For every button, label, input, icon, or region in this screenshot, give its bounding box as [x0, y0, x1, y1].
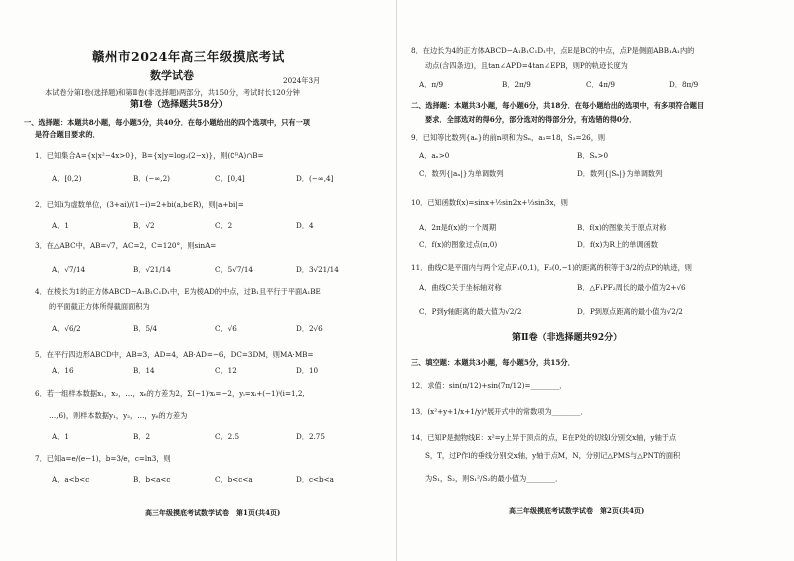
q6-option-a: A．1 — [52, 432, 69, 441]
question-13: 13．(x²+y+1/x+1/y)⁴展开式中的常数项为________． — [411, 407, 588, 416]
part-1-instructions: 一、选择题：本题共8小题，每小题5分，共40分．在每小题给出的四个选项中，只有一项 — [24, 118, 310, 127]
q7-option-b: B．b<a<c — [133, 475, 171, 484]
q2-option-b: B．√2 — [133, 221, 155, 230]
q6-option-c: C．2.5 — [215, 432, 240, 441]
question-10: 10．已知函数f(x)=sinx+½sin2x+⅓sin3x，则 — [411, 198, 568, 207]
q3-option-d: D．3√21/14 — [296, 265, 339, 274]
exam-title: 赣州市2024年高三年级摸底考试 — [92, 49, 285, 64]
page-2-footer: 高三年级摸底考试数学试卷 第2页(共4页) — [509, 506, 645, 515]
q5-option-c: C．12 — [215, 366, 237, 375]
q5-option-b: B．14 — [133, 366, 155, 375]
q8-option-b: B．2π/9 — [502, 80, 531, 89]
q9-option-c: C．数列{|aₙ|}为单调数列 — [419, 169, 504, 178]
q9-option-b: B．Sₙ>0 — [577, 151, 609, 160]
question-1: 1．已知集合A={x|x²−4x>0}，B={x|y=log₂(2−x)}，则(∁ᴿA)∩B= — [35, 151, 264, 160]
q8-option-c: C．4π/9 — [586, 80, 615, 89]
question-6-cont: …,6)，则样本数据y₁，y₂，…，y₆的方差为 — [49, 411, 188, 420]
question-11: 11．曲线C是平面内与两个定点F₁(0,1)，F₂(0,−1)的距离的积等于3/2的点P的轨迹，则 — [411, 263, 692, 272]
q11-option-d: D．P到原点距离的最小值为√2/2 — [577, 307, 683, 316]
q4-option-a: A．√6/2 — [52, 324, 81, 333]
question-7: 7．已知a=e/(e−1)，b=3/e，c=ln3，则 — [35, 454, 171, 463]
q9-option-d: D．数列{|Sₙ|}为单调数列 — [577, 169, 663, 178]
intro-text: 本试卷分第Ⅰ卷(选择题)和第Ⅱ卷(非选择题)两部分，共150分，考试时长120分钟 — [45, 88, 300, 97]
q1-option-d: D．(−∞,4] — [296, 174, 334, 183]
q3-option-c: C．5√7/14 — [215, 265, 253, 274]
question-3: 3．在△ABC中，AB=√7，AC=2，C=120°，则sinA= — [35, 241, 217, 250]
q7-option-c: C．b<c<a — [215, 475, 253, 484]
q6-option-d: D．2.75 — [296, 432, 325, 441]
q4-option-b: B．5/4 — [133, 324, 158, 333]
q4-option-c: C．√6 — [215, 324, 237, 333]
q2-option-a: A．1 — [52, 221, 69, 230]
q1-option-b: B．(−∞,2) — [133, 174, 170, 183]
question-8-cont: 动点(含四条边)，且tan∠APD=4tan∠EPB，则P的轨迹长度为 — [425, 61, 628, 70]
q1-option-c: C．[0,4] — [215, 174, 245, 183]
q3-option-b: B．√21/14 — [133, 265, 171, 274]
question-9: 9．已知等比数列{aₙ}的前n项和为Sₙ，a₃=18，S₃=26，则 — [411, 133, 606, 142]
q10-option-a: A．2π是f(x)的一个周期 — [419, 223, 497, 232]
q8-option-a: A．π/9 — [419, 80, 444, 89]
question-6: 6．若一组样本数据x₁，x₂，…，x₆的方差为2，Σ(−1)ⁱxᵢ=−2，yᵢ=xᵢ+(−1)ⁱ(i=1,2, — [35, 389, 305, 398]
part-2-instructions-cont: 要求．全部选对的得6分，部分选对的得部分分，有选错的得0分． — [425, 115, 637, 124]
question-4: 4．在棱长为1的正方体ABCD−A₁B₁C₁D₁中，E为棱AD的中点，过B₁且平行于平面A₁BE — [35, 287, 321, 296]
part-1-instructions-cont: 是符合题目要求的． — [35, 130, 100, 139]
question-14-cont: S，T，过P作l的垂线分别交x轴，y轴于点M，N，分别记△PMS与△PNT的面积 — [425, 451, 681, 460]
question-4-cont: 的平面截正方体所得截面面积为 — [49, 302, 150, 311]
q6-option-b: B．2 — [133, 432, 151, 441]
question-14-cont2: 为S₁，S₂，则S₁²/S₂的最小值为________． — [425, 474, 563, 483]
q11-option-a: A．曲线C关于坐标轴对称 — [419, 283, 502, 292]
question-5: 5．在平行四边形ABCD中，AB=3，AD=4，AB·AD=−6，DC=3DM，则MA·MB= — [35, 350, 314, 359]
q11-option-b: B．△F₁PF₂周长的最小值为2+√6 — [577, 283, 686, 292]
question-8: 8．在边长为4的正方体ABCD−A₁B₁C₁D₁中，点E是BC的中点，点P是侧面ABB₁A₁内的 — [411, 46, 695, 55]
section-2-title: 第Ⅱ卷（非选择题共92分） — [512, 333, 623, 343]
q7-option-a: A．a<b<c — [52, 475, 90, 484]
q2-option-d: D．4 — [296, 221, 314, 230]
q10-option-b: B．f(x)的图象关于原点对称 — [577, 223, 667, 232]
q1-option-a: A．[0,2) — [52, 174, 82, 183]
q8-option-d: D．8π/9 — [669, 80, 699, 89]
question-14: 14．已知P是抛物线E：x²=y上异于顶点的点，E在P处的切线l分别交x轴，y轴于点 — [411, 433, 677, 442]
q11-option-c: C．P到y轴距离的最大值为√2/2 — [419, 307, 522, 316]
q7-option-d: D．c<b<a — [296, 475, 334, 484]
exam-subtitle: 数学试卷 — [150, 69, 194, 82]
q10-option-d: D．f(x)为R上的单调函数 — [577, 240, 658, 249]
section-1-title: 第Ⅰ卷（选择题共58分） — [130, 100, 228, 110]
q10-option-c: C．f(x)的图象过点(π,0) — [419, 240, 498, 249]
q3-option-a: A．√7/14 — [52, 265, 86, 274]
question-12: 12．求值：sin(π/12)+sin(7π/12)=________． — [411, 381, 567, 390]
q4-option-d: D．2√6 — [296, 324, 323, 333]
q5-option-d: D．10 — [296, 366, 319, 375]
part-3-instructions: 三、填空题：本题共3小题，每小题5分，共15分． — [411, 358, 575, 367]
q9-option-a: A．aₙ>0 — [419, 151, 450, 160]
q5-option-a: A．16 — [52, 366, 74, 375]
question-2: 2．已知i为虚数单位，(3+ai)/(1−i)=2+bi(a,b∈R)，则|a+bi|= — [35, 200, 244, 209]
page-1-footer: 高三年级摸底考试数学试卷 第1页(共4页) — [145, 508, 281, 517]
q2-option-c: C．2 — [215, 221, 233, 230]
part-2-instructions: 二、选择题：本题共3小题，每小题6分，共18分．在每小题给出的选项中，有多项符合题目 — [411, 101, 705, 110]
exam-date: 2024年3月 — [283, 76, 321, 85]
page-2 — [397, 0, 794, 561]
